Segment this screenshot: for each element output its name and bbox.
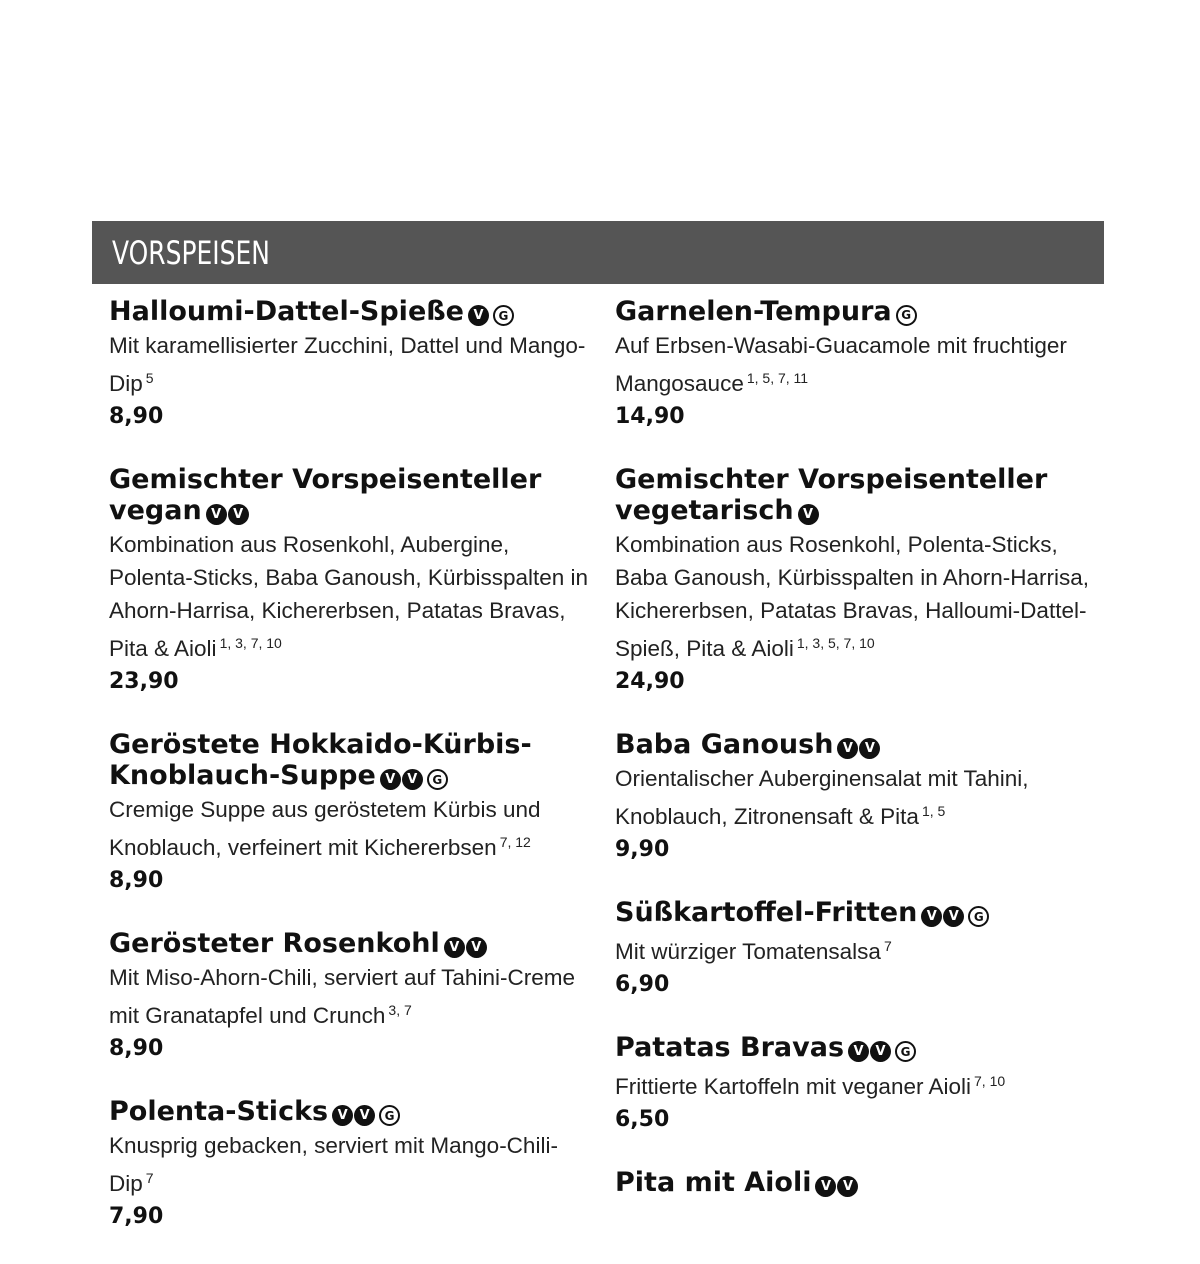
- menu-item-description-text: Auf Erbsen-Wasabi-Guacamole mit fruchtiger Mangosauce: [615, 333, 1067, 396]
- menu-item-title: [615, 296, 1095, 327]
- diet-badges: [468, 305, 514, 326]
- menu-item-description-text: Kombination aus Rosenkohl, Aubergine, Polenta-Sticks, Baba Ganoush, Kürbisspalten in Ahorn-Harrisa, Kichererbsen, Patatas Bravas, Pita & Aioli: [109, 532, 589, 661]
- vegan-circle-icon: V: [228, 504, 249, 525]
- menu-item-title: [109, 296, 589, 327]
- menu-item: [615, 897, 1095, 1002]
- menu-item-price: 9,90: [615, 837, 670, 862]
- allergen-codes: 1, 3, 5, 7, 10: [796, 635, 875, 651]
- menu-item-price: 7,90: [109, 1204, 164, 1229]
- menu-item-description: [615, 762, 1095, 833]
- menu-item-name: Süßkartoffel-Fritten: [615, 897, 918, 928]
- gluten-free-badge-icon: G: [379, 1105, 400, 1126]
- diet-badges: [444, 937, 487, 958]
- allergen-codes: 1, 5, 7, 11: [746, 370, 809, 386]
- menu-item-name: Patatas Bravas: [615, 1032, 845, 1063]
- allergen-codes: 1, 5: [921, 803, 946, 819]
- menu-item-description-text: Mit würziger Tomatensalsa: [615, 939, 881, 964]
- menu-item-title: [615, 897, 1095, 928]
- menu-item-name: Geröstete Hokkaido-Kürbis-Knoblauch-Suppe: [109, 729, 532, 791]
- vegan-badge-icon: [848, 1041, 891, 1062]
- allergen-codes: 1, 3, 7, 10: [219, 635, 282, 651]
- section-title: VORSPEISEN: [112, 233, 270, 272]
- menu-item-description-text: Frittierte Kartoffeln mit veganer Aioli: [615, 1074, 971, 1099]
- gluten-free-badge-icon: G: [427, 769, 448, 790]
- vegan-circle-icon: V: [859, 738, 880, 759]
- menu-item: [109, 464, 589, 699]
- vegan-circle-icon: V: [380, 769, 401, 790]
- menu-item-title: [109, 928, 589, 959]
- menu-item-name: Halloumi-Dattel-Spieße: [109, 296, 464, 327]
- vegan-badge-icon: [921, 906, 964, 927]
- allergen-codes: 7, 12: [499, 834, 531, 850]
- vegan-circle-icon: V: [848, 1041, 869, 1062]
- vegan-circle-icon: V: [837, 1176, 858, 1197]
- diet-badges: [848, 1041, 916, 1062]
- menu-item-name: Gemischter Vorspeisenteller vegetarisch: [615, 464, 1048, 526]
- vegan-badge-icon: [815, 1176, 858, 1197]
- menu-column-right: [615, 296, 1095, 1228]
- vegetarian-badge-icon: V: [798, 504, 819, 525]
- vegan-badge-icon: [380, 769, 423, 790]
- menu-item-name: Baba Ganoush: [615, 729, 834, 760]
- vegan-circle-icon: V: [815, 1176, 836, 1197]
- menu-item: [615, 464, 1095, 699]
- vegan-circle-icon: V: [466, 937, 487, 958]
- menu-item-name: Gerösteter Rosenkohl: [109, 928, 440, 959]
- vegan-circle-icon: V: [354, 1105, 375, 1126]
- menu-item-title: [109, 729, 589, 791]
- gluten-free-badge-icon: G: [968, 906, 989, 927]
- menu-item-price: 23,90: [109, 669, 179, 694]
- vegan-circle-icon: V: [402, 769, 423, 790]
- menu-item: [615, 729, 1095, 867]
- menu-item-description-text: Mit Miso-Ahorn-Chili, serviert auf Tahini-Creme mit Granatapfel und Crunch: [109, 965, 575, 1028]
- menu-item-description-text: Knusprig gebacken, serviert mit Mango-Chili-Dip: [109, 1133, 558, 1196]
- vegan-circle-icon: V: [444, 937, 465, 958]
- vegetarian-badge-icon: V: [468, 305, 489, 326]
- allergen-codes: 3, 7: [388, 1002, 412, 1018]
- diet-badges: [332, 1105, 400, 1126]
- diet-badges: [815, 1176, 858, 1197]
- menu-item-description-text: Orientalischer Auberginensalat mit Tahini, Knoblauch, Zitronensaft & Pita: [615, 766, 1029, 829]
- menu-item-title: [615, 464, 1095, 526]
- menu-item-title: [109, 464, 589, 526]
- menu-item-price: 8,90: [109, 404, 164, 429]
- menu-item-title: [615, 729, 1095, 760]
- menu-item-description: [109, 528, 589, 665]
- menu-item-name: Polenta-Sticks: [109, 1096, 329, 1127]
- gluten-free-badge-icon: G: [895, 1041, 916, 1062]
- menu-item: [109, 1096, 589, 1234]
- menu-item-description-text: Mit karamellisierter Zucchini, Dattel und Mango-Dip: [109, 333, 586, 396]
- menu-item-name: Garnelen-Tempura: [615, 296, 892, 327]
- gluten-free-badge-icon: G: [896, 305, 917, 326]
- menu-item-price: 14,90: [615, 404, 685, 429]
- menu-item-description-text: Kombination aus Rosenkohl, Polenta-Sticks, Baba Ganoush, Kürbisspalten in Ahorn-Harrisa, Kichererbsen, Patatas Bravas, Halloumi-Dattel-Spieß, Pita & Aioli: [615, 532, 1090, 661]
- menu-item-title: [615, 1032, 1095, 1063]
- menu-item-description: [109, 1129, 589, 1200]
- menu-item-price: 24,90: [615, 669, 685, 694]
- menu-item-description: [615, 930, 1095, 968]
- menu-item-description: [109, 329, 589, 400]
- menu-item-description-text: Cremige Suppe aus geröstetem Kürbis und Knoblauch, verfeinert mit Kichererbsen: [109, 797, 541, 860]
- vegan-badge-icon: [332, 1105, 375, 1126]
- menu-item-name: Pita mit Aioli: [615, 1167, 812, 1198]
- vegan-circle-icon: V: [206, 504, 227, 525]
- vegan-circle-icon: V: [870, 1041, 891, 1062]
- section-header: [92, 221, 1104, 284]
- menu-item: [615, 1167, 1095, 1198]
- diet-badges: [206, 504, 249, 525]
- diet-badges: [798, 504, 819, 525]
- allergen-codes: 7: [883, 938, 892, 954]
- vegan-badge-icon: [837, 738, 880, 759]
- menu-item-title: [109, 1096, 589, 1127]
- vegan-circle-icon: V: [921, 906, 942, 927]
- menu-item-price: 6,90: [615, 972, 670, 997]
- menu-item: [615, 1032, 1095, 1137]
- menu-item: [109, 296, 589, 434]
- menu-item: [109, 729, 589, 898]
- menu-item-description: [109, 793, 589, 864]
- diet-badges: [896, 305, 917, 326]
- menu-item-price: 8,90: [109, 1036, 164, 1061]
- allergen-codes: 5: [145, 370, 154, 386]
- menu-item: [615, 296, 1095, 434]
- vegan-badge-icon: [444, 937, 487, 958]
- vegan-circle-icon: V: [837, 738, 858, 759]
- diet-badges: [837, 738, 880, 759]
- menu-item-name: Gemischter Vorspeisenteller vegan: [109, 464, 542, 526]
- vegan-badge-icon: [206, 504, 249, 525]
- menu-item-description: [615, 528, 1095, 665]
- allergen-codes: 7, 10: [974, 1073, 1006, 1089]
- menu-item-price: 6,50: [615, 1107, 670, 1132]
- menu-item: [109, 928, 589, 1066]
- vegan-circle-icon: V: [943, 906, 964, 927]
- diet-badges: [921, 906, 989, 927]
- menu-item-description: [615, 1065, 1095, 1103]
- vegan-circle-icon: V: [332, 1105, 353, 1126]
- menu-item-description: [109, 961, 589, 1032]
- gluten-free-badge-icon: G: [493, 305, 514, 326]
- allergen-codes: 7: [145, 1170, 154, 1186]
- diet-badges: [380, 769, 448, 790]
- menu-item-title: [615, 1167, 1095, 1198]
- menu-column-left: [109, 296, 589, 1264]
- menu-item-description: [615, 329, 1095, 400]
- menu-item-price: 8,90: [109, 868, 164, 893]
